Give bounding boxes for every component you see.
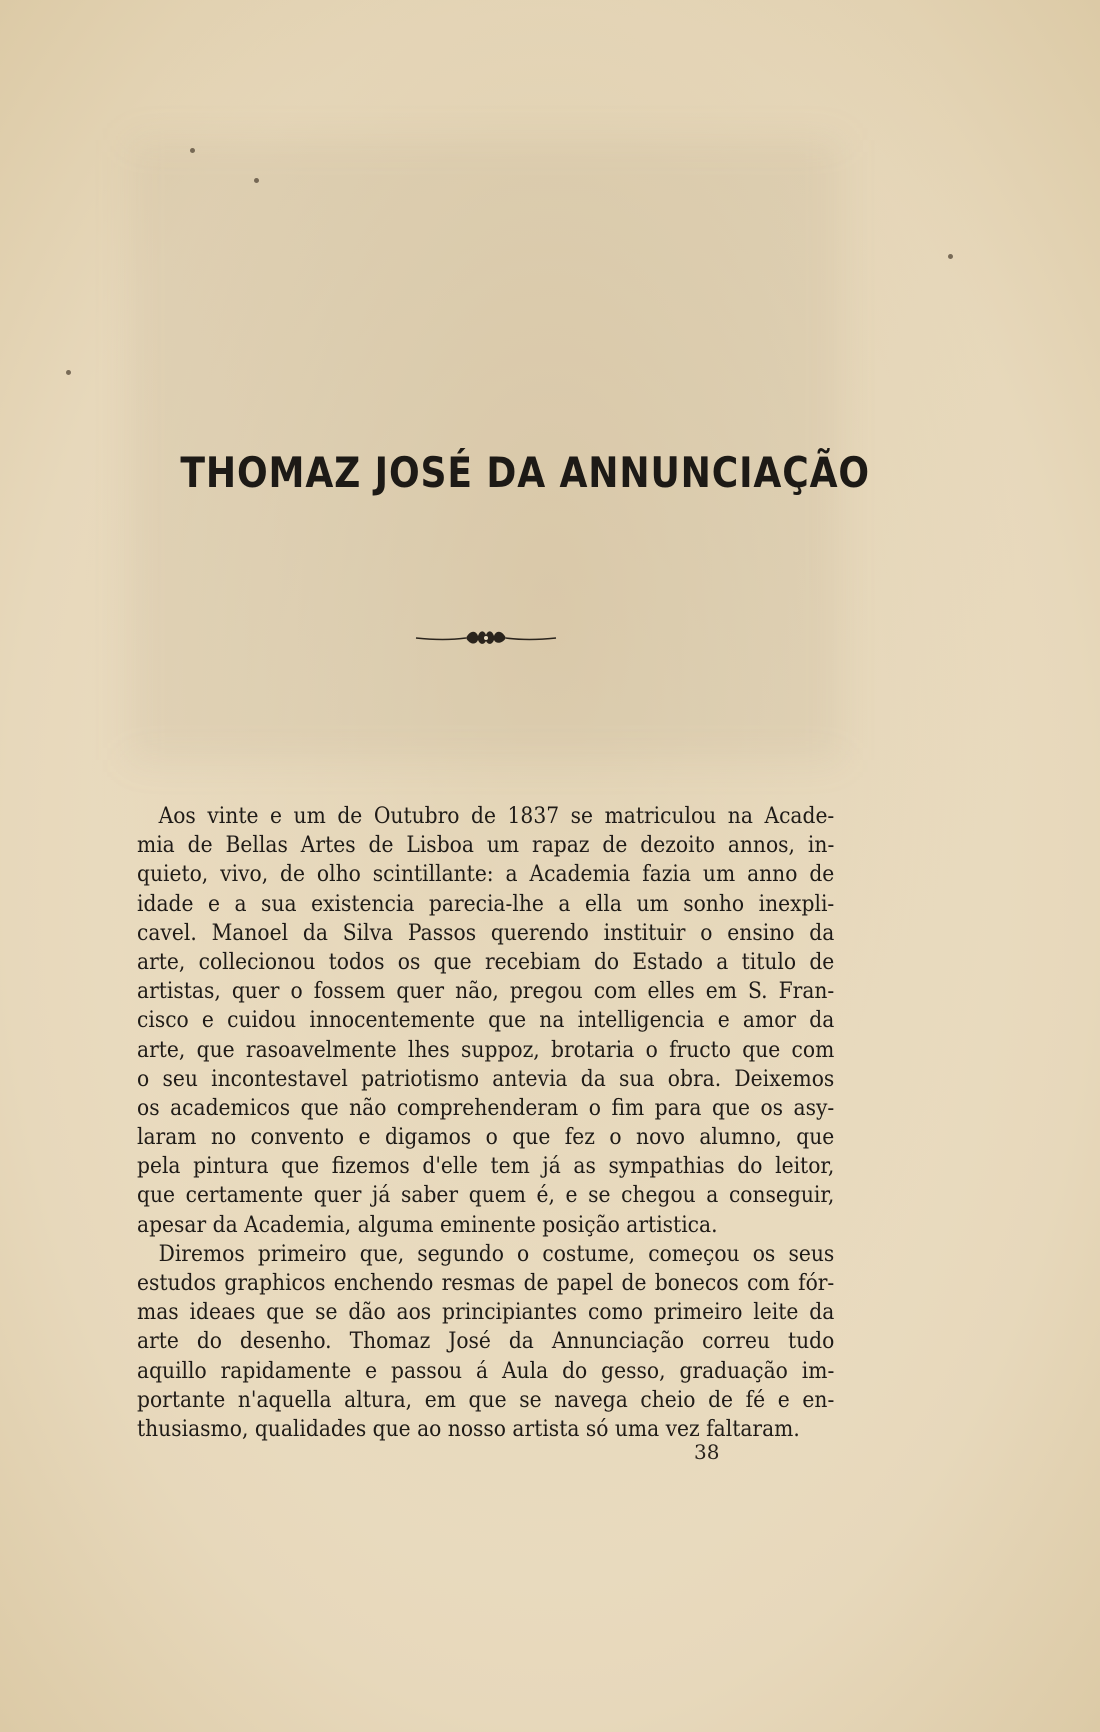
text-line: quieto, vivo, de olho scintillante: a Academia fazia um anno de (137, 861, 835, 888)
text-line: artistas, quer o fossem quer não, pregou com elles em S. Fran- (137, 978, 835, 1005)
text-line: mia de Bellas Artes de Lisboa um rapaz de dezoito annos, in- (137, 832, 835, 859)
text-line: cavel. Manoel da Silva Passos querendo instituir o ensino da (137, 919, 835, 946)
paper-speck (948, 254, 953, 259)
text-line: o seu incontestavel patriotismo antevia da sua obra. Deixemos (137, 1065, 835, 1092)
paper-speck (190, 148, 195, 153)
paragraph-2 (137, 1240, 835, 1444)
text-line: arte do desenho. Thomaz José da Annunciação correu tudo (137, 1328, 835, 1355)
article-title: THOMAZ JOSÉ DA ANNUNCIAÇÃO (180, 448, 870, 497)
text-line: aquillo rapidamente e passou á Aula do gesso, graduação im- (137, 1357, 835, 1384)
paragraph-1 (137, 802, 835, 1240)
text-line: estudos graphicos enchendo resmas de papel de bonecos com fór- (137, 1270, 835, 1296)
text-line: laram no convento e digamos o que fez o novo alumno, que (137, 1124, 835, 1151)
page-number: 38 (694, 1440, 720, 1464)
text-line: portante n'aquella altura, em que se navega cheio de fé e en- (137, 1386, 835, 1413)
paper-speck (254, 178, 259, 183)
text-line: idade e a sua existencia parecia-lhe a ella um sonho inexpli- (137, 890, 835, 917)
text-line: pela pintura que fizemos d'elle tem já as sympathias do leitor, (137, 1153, 835, 1180)
text-line: cisco e cuidou innocentemente que na intelligencia e amor da (137, 1007, 835, 1034)
text-line: arte, que rasoavelmente lhes suppoz, brotaria o fructo que com (137, 1036, 835, 1063)
text-line: os academicos que não comprehenderam o fim para que os asy- (137, 1094, 835, 1121)
article-body (137, 802, 835, 1444)
text-line: que certamente quer já saber quem é, e se chegou a conseguir, (137, 1182, 835, 1209)
text-line: Diremos primeiro que, segundo o costume, começou os seus (158, 1240, 835, 1267)
text-line: arte, collecionou todos os que recebiam do Estado a titulo de (137, 948, 835, 975)
text-line: mas ideaes que se dão aos principiantes como primeiro leite da (137, 1299, 835, 1326)
text-line: apesar da Academia, alguma eminente posição artistica. (137, 1211, 718, 1238)
paper-speck (66, 370, 71, 375)
text-line: thusiasmo, qualidades que ao nosso artista só uma vez faltaram. (137, 1415, 800, 1442)
text-line: Aos vinte e um de Outubro de 1837 se matriculou na Acade- (158, 803, 835, 829)
ornament-divider (414, 628, 558, 648)
